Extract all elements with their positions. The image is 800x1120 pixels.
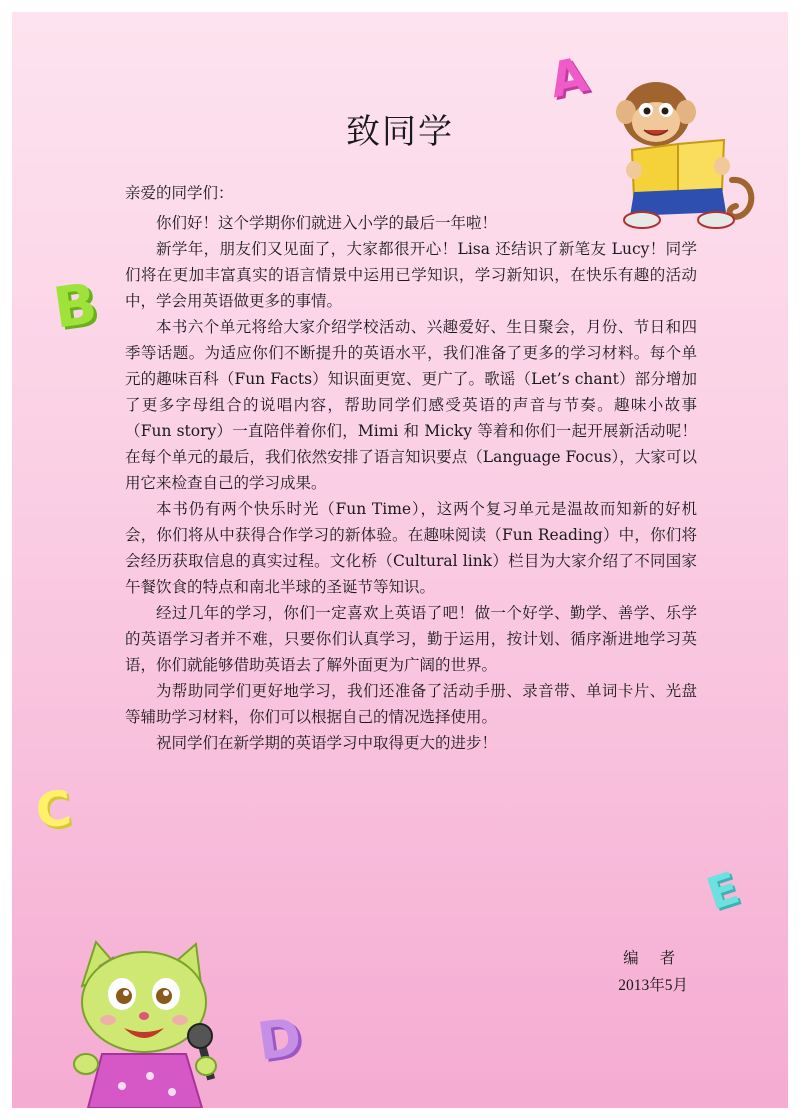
paragraph: 新学年，朋友们又见面了，大家都很开心！Lisa 还结识了新笔友 Lucy！同学们将在更加丰富真实的语言情景中运用已学知识，学习新知识，在快乐有趣的活动中，学会用英语做更多的事情。 bbox=[125, 240, 697, 310]
paragraph: 为帮助同学们更好地学习，我们还准备了活动手册、录音带、单词卡片、光盘等辅助学习材料，你们可以根据自己的情况选择使用。 bbox=[125, 682, 697, 726]
paragraph: 祝同学们在新学期的英语学习中取得更大的进步！ bbox=[156, 734, 498, 752]
decorative-letter-a: A bbox=[544, 46, 593, 110]
signature-date: 2013年5月 bbox=[618, 977, 688, 994]
letter-body bbox=[125, 180, 697, 756]
paragraph: 经过几年的学习，你们一定喜欢上英语了吧！做一个好学、勤学、善学、乐学的英语学习者并不难，只要你们认真学习，勤于运用，按计划、循序渐进地学习英语，你们就能够借助英语去了解外面更为广阔的世界。 bbox=[125, 604, 697, 674]
signature-block bbox=[618, 944, 688, 1000]
cat-illustration bbox=[52, 936, 252, 1108]
decorative-letter-b: B bbox=[49, 271, 102, 342]
decorative-letter-c: C bbox=[33, 780, 75, 840]
decorative-letter-e: E bbox=[700, 862, 746, 921]
page-title: 致同学 bbox=[346, 112, 454, 152]
paragraph: 本书仍有两个快乐时光（Fun Time），这两个复习单元是温故而知新的好机会，你们将从中获得合作学习的新体验。在趣味阅读（Fun Reading）中，你们将会经历获取信息的真实过程。文化桥（Cultural link）栏目为大家介绍了不同国家午餐饮食的特点和南北半球的圣诞节等知识。 bbox=[125, 500, 697, 596]
paragraph: 本书六个单元将给大家介绍学校活动、兴趣爱好、生日聚会，月份、节日和四季等话题。为适应你们不断提升的英语水平，我们准备了更多的学习材料。每个单元的趣味百科（Fun Facts）知识面更宽、更广了。歌谣（Let’s chant）部分增加了更多字母组合的说唱内容，帮助同学们感受英语的声音与节奏。趣味小故事（Fun story）一直陪伴着你们，Mimi 和 Micky 等着和你们一起开展新活动呢！在每个单元的最后，我们依然安排了语言知识要点（Language Focus），大家可以用它来检查自己的学习成果。 bbox=[125, 318, 697, 492]
salutation: 亲爱的同学们： bbox=[125, 184, 234, 202]
paragraph: 你们好！这个学期你们就进入小学的最后一年啦！ bbox=[156, 214, 498, 232]
decorative-letter-d: D bbox=[254, 1007, 306, 1073]
page-background bbox=[12, 12, 788, 1108]
signature-author: 编 者 bbox=[623, 949, 684, 967]
